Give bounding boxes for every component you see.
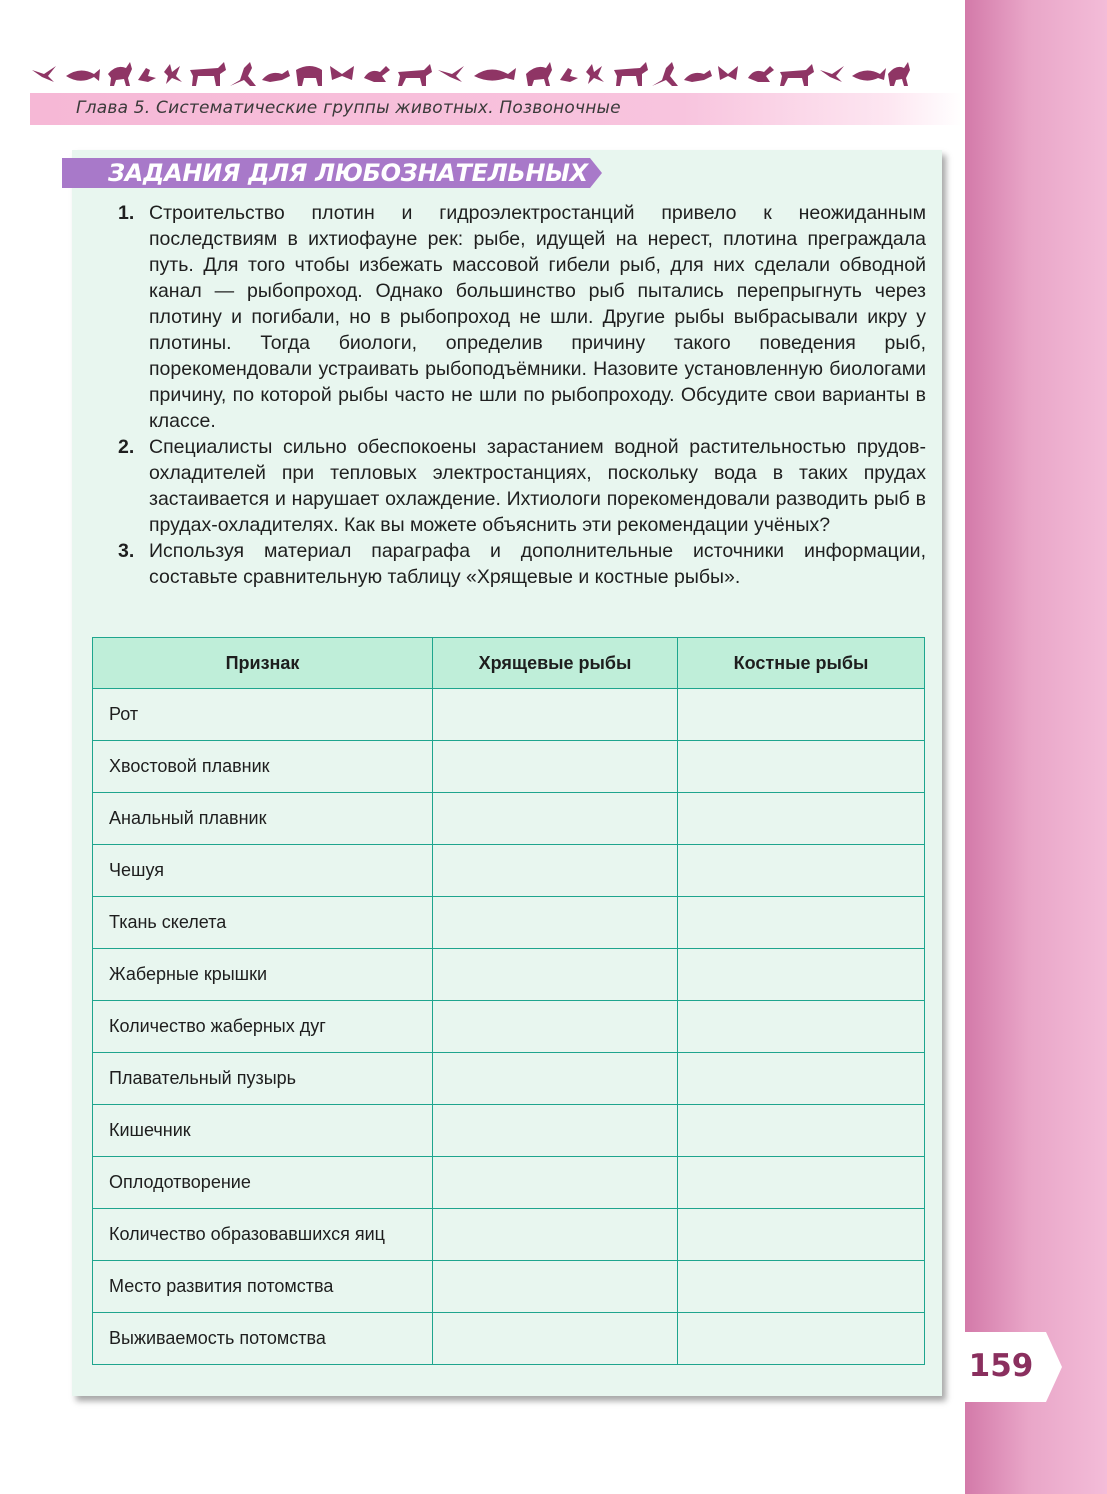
cell-cartilaginous xyxy=(433,689,678,741)
task-item-3 xyxy=(118,538,926,590)
row-label: Анальный плавник xyxy=(93,793,433,845)
cell-bony xyxy=(678,793,925,845)
table-row xyxy=(93,949,925,1001)
row-label: Выживаемость потомства xyxy=(93,1313,433,1365)
header-feature: Признак xyxy=(93,638,433,689)
row-label: Плавательный пузырь xyxy=(93,1053,433,1105)
cell-cartilaginous xyxy=(433,1261,678,1313)
cell-bony xyxy=(678,1105,925,1157)
task-item-2 xyxy=(118,434,926,538)
chapter-title: Глава 5. Систематические группы животных. Позвоночные xyxy=(76,98,621,118)
table-row xyxy=(93,1001,925,1053)
cell-bony xyxy=(678,949,925,1001)
cell-cartilaginous xyxy=(433,897,678,949)
header-cartilaginous-fish: Хрящевые рыбы xyxy=(433,638,678,689)
table-row xyxy=(93,1209,925,1261)
row-label: Хвостовой плавник xyxy=(93,741,433,793)
row-label: Место развития потомства xyxy=(93,1261,433,1313)
cell-cartilaginous xyxy=(433,1209,678,1261)
table-row xyxy=(93,1105,925,1157)
page-side-band xyxy=(965,0,1107,1494)
row-label: Оплодотворение xyxy=(93,1157,433,1209)
panel-title: ЗАДАНИЯ ДЛЯ ЛЮБОЗНАТЕЛЬНЫХ xyxy=(108,159,588,187)
cell-cartilaginous xyxy=(433,1157,678,1209)
cell-bony xyxy=(678,1261,925,1313)
panel-title-banner xyxy=(62,158,602,188)
row-label: Жаберные крышки xyxy=(93,949,433,1001)
cell-cartilaginous xyxy=(433,1001,678,1053)
header-bony-fish: Костные рыбы xyxy=(678,638,925,689)
task-text: Специалисты сильно обеспокоены зарастанием водной растительностью прудов-охладителей при тепловых электростанциях, поскольку вода в таких прудах застаивается и нарушает охлаждение. Ихтиологи порекомендовали разводить рыб в прудах-охладителях. Как вы можете объяснить эти рекомендации учёных? xyxy=(149,436,926,536)
cell-bony xyxy=(678,689,925,741)
comparison-table xyxy=(92,637,925,1365)
table-row xyxy=(93,897,925,949)
task-text: Используя материал параграфа и дополнительные источники информации, составьте сравнительную таблицу «Хрящевые и костные рыбы». xyxy=(149,540,926,588)
task-number: 3. xyxy=(118,540,135,562)
table-row xyxy=(93,1313,925,1365)
table-row xyxy=(93,1053,925,1105)
cell-cartilaginous xyxy=(433,845,678,897)
row-label: Кишечник xyxy=(93,1105,433,1157)
cell-cartilaginous xyxy=(433,949,678,1001)
table-row xyxy=(93,1261,925,1313)
task-number: 2. xyxy=(118,436,135,458)
cell-cartilaginous xyxy=(433,1105,678,1157)
cell-bony xyxy=(678,897,925,949)
row-label: Рот xyxy=(93,689,433,741)
cell-cartilaginous xyxy=(433,793,678,845)
cell-bony xyxy=(678,1001,925,1053)
table-header-row xyxy=(93,638,925,689)
cell-bony xyxy=(678,741,925,793)
cell-cartilaginous xyxy=(433,1053,678,1105)
task-item-1 xyxy=(118,200,926,434)
cell-bony xyxy=(678,845,925,897)
task-list xyxy=(118,200,926,590)
table-row xyxy=(93,845,925,897)
row-label: Количество образовавшихся яиц xyxy=(93,1209,433,1261)
cell-bony xyxy=(678,1053,925,1105)
animal-silhouettes-icon xyxy=(30,56,910,90)
cell-cartilaginous xyxy=(433,741,678,793)
task-number: 1. xyxy=(118,202,135,224)
cell-bony xyxy=(678,1313,925,1365)
table-row xyxy=(93,689,925,741)
table-row xyxy=(93,741,925,793)
row-label: Чешуя xyxy=(93,845,433,897)
row-label: Количество жаберных дуг xyxy=(93,1001,433,1053)
task-text: Строительство плотин и гидроэлектростанций привело к неожиданным последствиям в ихтиофауне рек: рыбе, идущей на нерест, плотина преграждала путь. Для того чтобы избежать массовой гибели рыб, для них сделали обводной канал — рыбопроход. Однако большинство рыб пытались перепрыгнуть через плотину и погибали, но в рыбопроход не шли. Другие рыбы выбрасывали икру у плотины. Тогда биологи, определив причину такого поведения рыб, порекомендовали устраивать рыбоподъёмники. Назовите установленную биологами причину, по которой рыбы часто не шли по рыбопроходу. Обсудите свои варианты в классе. xyxy=(149,202,926,432)
table-row xyxy=(93,793,925,845)
cell-bony xyxy=(678,1209,925,1261)
cell-bony xyxy=(678,1157,925,1209)
cell-cartilaginous xyxy=(433,1313,678,1365)
table-row xyxy=(93,1157,925,1209)
row-label: Ткань скелета xyxy=(93,897,433,949)
page-number: 159 xyxy=(968,1348,1034,1384)
